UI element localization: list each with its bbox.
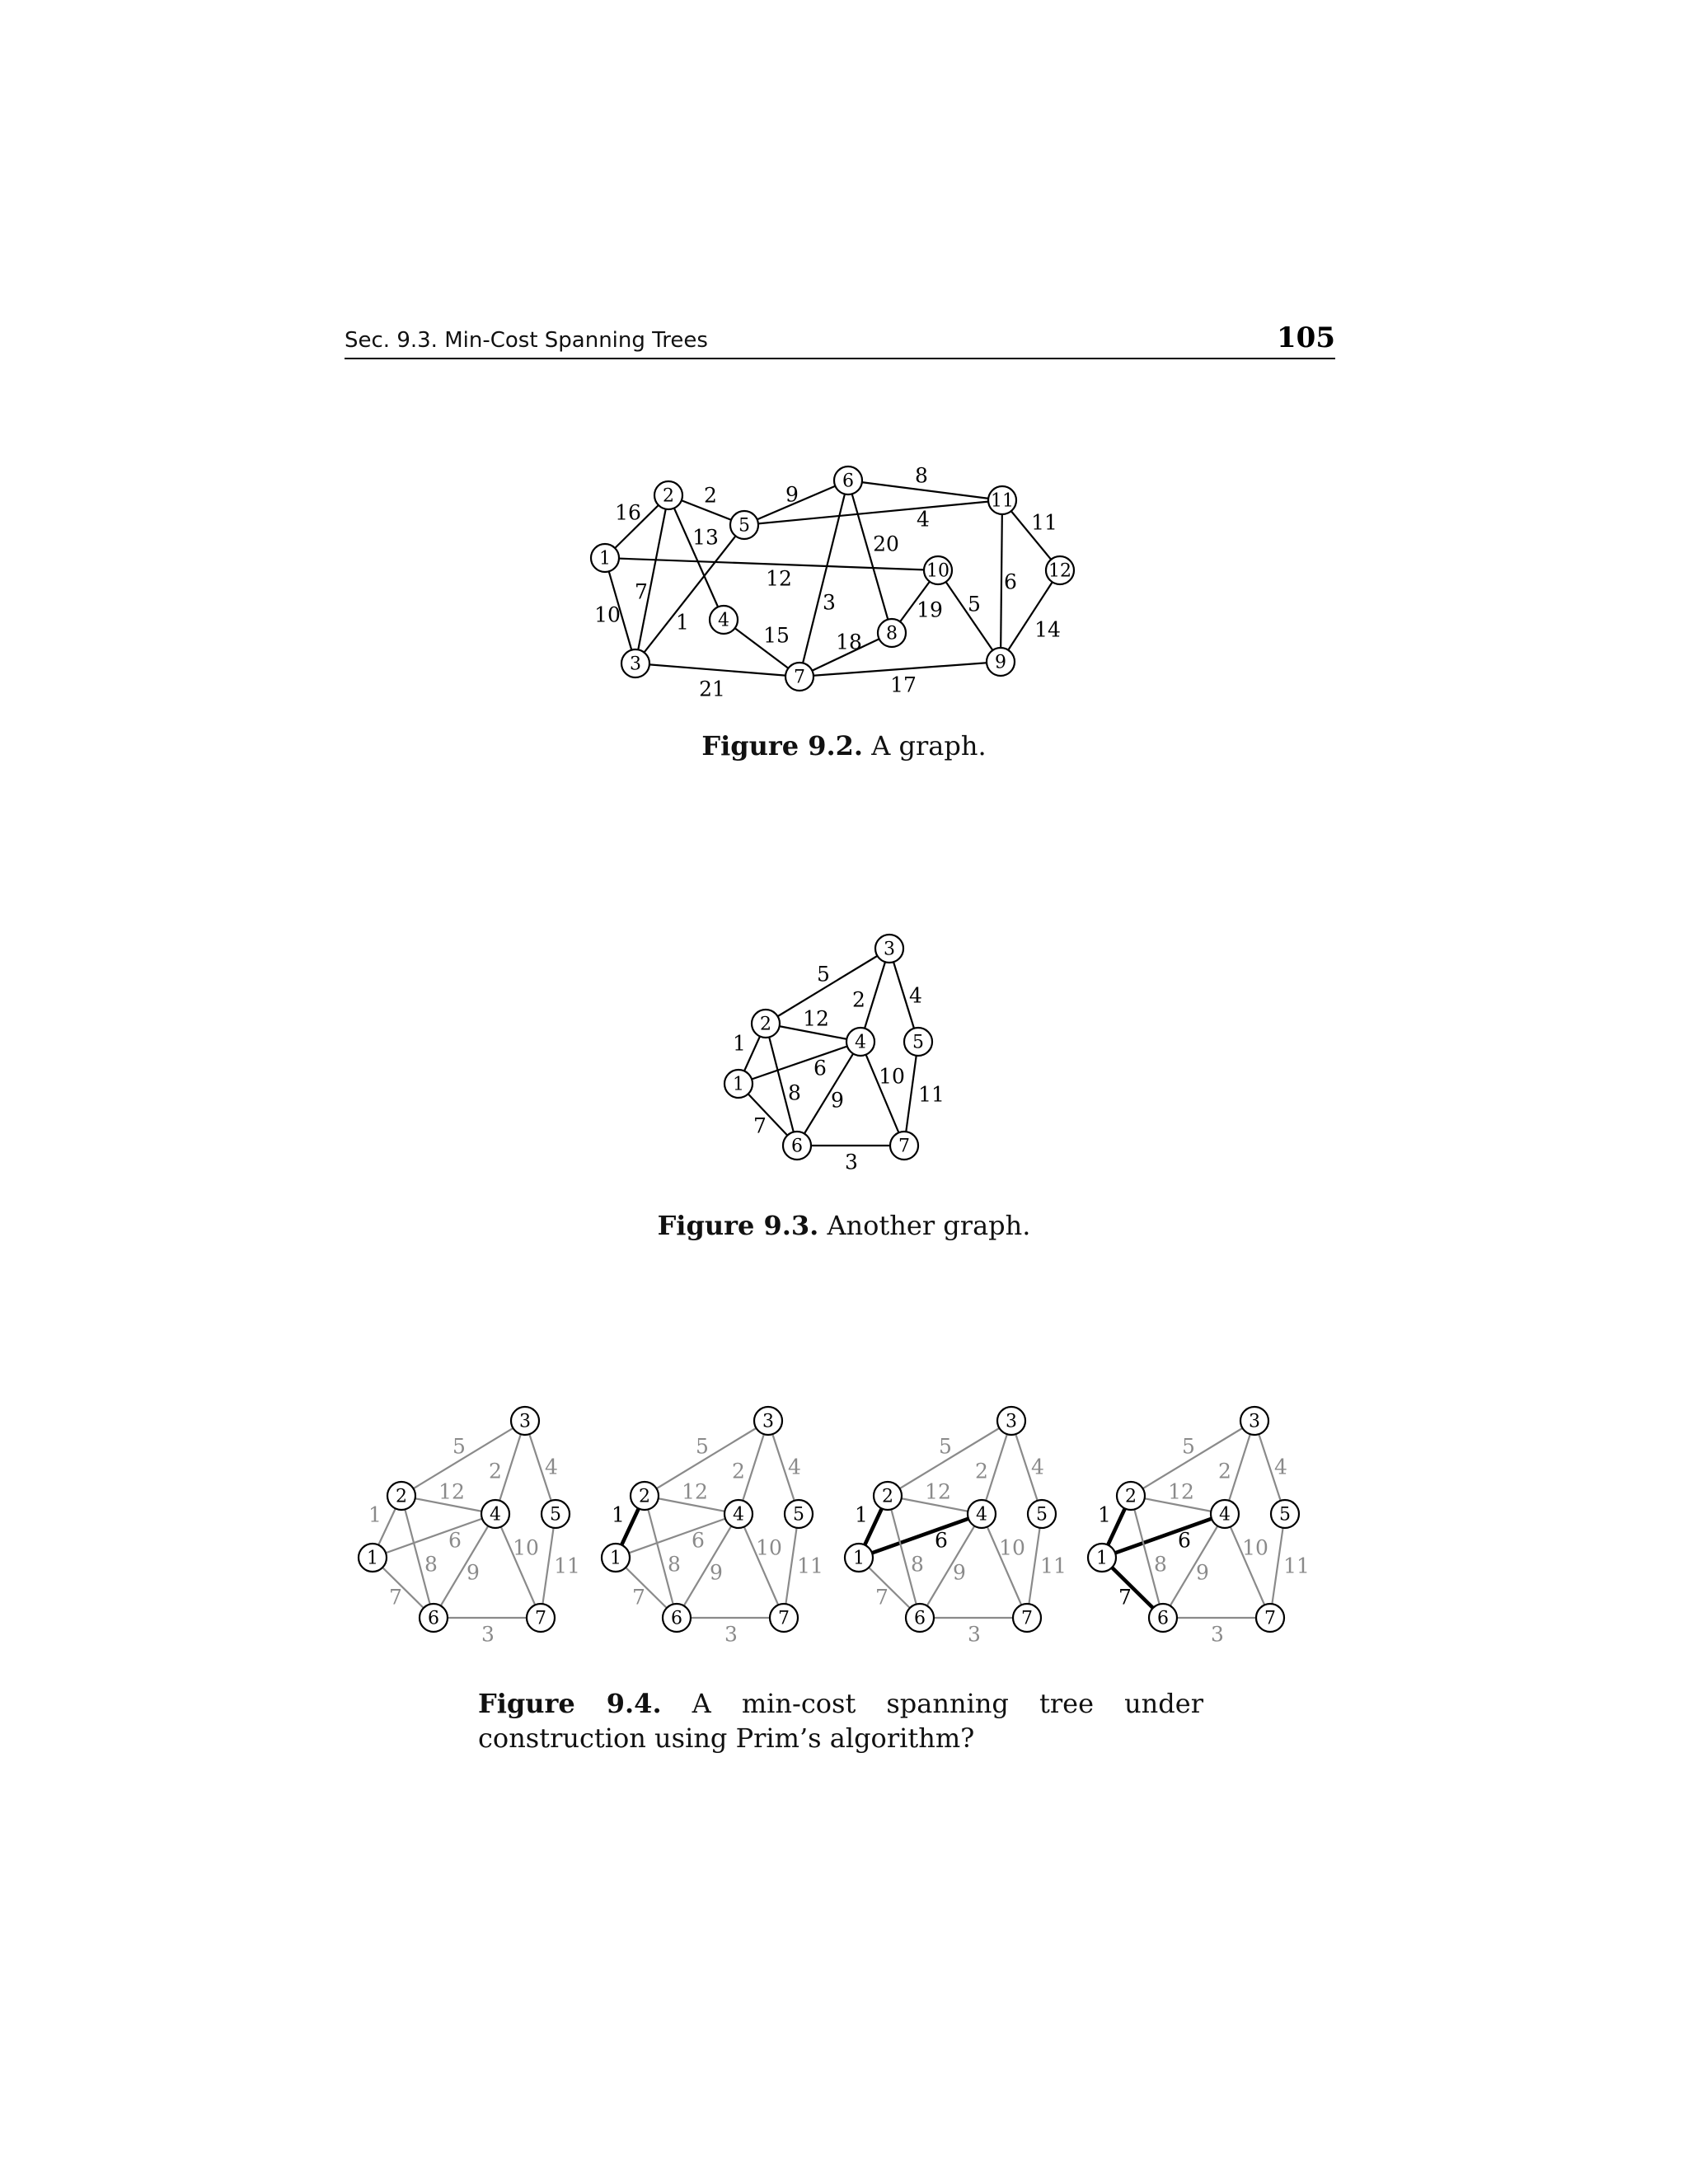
fig92-node-label-1: 1	[599, 548, 611, 569]
fig94-step4-node-label-2: 2	[1125, 1486, 1137, 1507]
fig94-step2-edge-4-6	[677, 1514, 738, 1618]
fig94-step3-weight-1-2: 1	[855, 1502, 868, 1527]
fig94-step3-node-label-5: 5	[1036, 1504, 1048, 1526]
fig94-step2-node-label-5: 5	[793, 1504, 804, 1526]
fig94-step4-weight-1-4: 6	[1178, 1528, 1191, 1553]
fig94-step3-weight-3-4: 2	[975, 1459, 988, 1483]
figure-9-4-caption-text: A min-cost spanning tree under construction using Prim’s algorithm?	[478, 1688, 1204, 1754]
fig94-step1-weight-6-7: 3	[481, 1622, 495, 1647]
fig94-step1-node-label-1: 1	[367, 1548, 378, 1569]
fig94-step2-weight-4-6: 9	[710, 1560, 723, 1585]
fig94-step4-weight-2-4: 12	[1168, 1479, 1194, 1504]
fig94-step3-weight-6-7: 3	[968, 1622, 981, 1647]
fig94-step2-edge-4-7	[738, 1514, 784, 1618]
fig94-step2-weight-2-3: 5	[696, 1434, 709, 1459]
fig94-step3-node-label-1: 1	[853, 1548, 865, 1569]
fig92-node-label-12: 12	[1048, 560, 1071, 582]
fig92-weight-1-10: 12	[766, 566, 792, 591]
fig94-step2-node-label-7: 7	[778, 1608, 790, 1629]
fig94-step1-edge-4-6	[434, 1514, 495, 1618]
fig92-weight-9-11: 6	[1004, 569, 1017, 594]
fig92-weight-3-5: 1	[676, 610, 689, 635]
fig94-step2-weight-2-6: 8	[668, 1552, 681, 1577]
fig94-step4-weight-1-6: 7	[1118, 1585, 1132, 1610]
fig94-step2-node-label-2: 2	[639, 1486, 650, 1507]
fig92-weight-2-5: 2	[704, 483, 717, 508]
fig93-weight-2-6: 8	[788, 1080, 801, 1105]
fig94-step1-node-label-4: 4	[490, 1504, 501, 1526]
figure-9-4-caption	[478, 1686, 1203, 1755]
fig94-step1-edge-1-4	[373, 1514, 495, 1558]
fig94-step2-weight-2-4: 12	[682, 1479, 708, 1504]
fig94-step4-node-label-1: 1	[1096, 1548, 1108, 1569]
fig92-weight-6-7: 3	[823, 590, 836, 615]
fig94-step1-weight-5-7: 11	[554, 1554, 580, 1578]
fig92-weight-9-10: 5	[968, 592, 981, 616]
fig93-weight-2-3: 5	[817, 962, 830, 987]
fig94-step3-weight-2-3: 5	[939, 1434, 952, 1459]
fig94-step3-node-label-7: 7	[1021, 1608, 1033, 1629]
fig94-step2-weight-5-7: 11	[797, 1554, 823, 1578]
fig93-weight-5-7: 11	[918, 1082, 945, 1107]
fig94-step4-node-label-3: 3	[1249, 1411, 1260, 1432]
fig94-step2-weight-1-6: 7	[632, 1585, 645, 1610]
fig93-weight-1-4: 6	[814, 1056, 827, 1080]
fig94-step3-weight-3-5: 4	[1031, 1455, 1044, 1479]
fig94-step2-weight-4-7: 10	[756, 1535, 782, 1560]
fig94-step1-weight-2-3: 5	[452, 1434, 466, 1459]
fig92-weight-9-12: 14	[1034, 617, 1061, 642]
fig94-step4-node-label-6: 6	[1157, 1608, 1169, 1629]
fig94-step1-node-label-5: 5	[550, 1504, 561, 1526]
fig94-step4-weight-2-6: 8	[1154, 1552, 1167, 1577]
fig94-step1-weight-3-5: 4	[545, 1455, 558, 1479]
fig94-step2-group	[602, 1407, 823, 1647]
fig94-step4-edge-4-6	[1163, 1514, 1225, 1618]
fig94-step3-weight-5-7: 11	[1040, 1554, 1067, 1578]
figure-9-2-caption-label: Figure 9.2.	[701, 730, 864, 762]
fig94-step1-weight-4-6: 9	[467, 1560, 480, 1585]
fig93-node-label-5: 5	[912, 1032, 924, 1053]
fig92-node-label-8: 8	[886, 623, 898, 644]
fig92-node-label-9: 9	[995, 652, 1006, 673]
fig94-step2-weight-3-5: 4	[788, 1455, 801, 1479]
fig93-weight-4-6: 9	[831, 1088, 844, 1113]
fig94-step2-node-label-1: 1	[610, 1548, 621, 1569]
fig94-step3-weight-2-6: 8	[911, 1552, 924, 1577]
fig94-step4-weight-3-5: 4	[1274, 1455, 1287, 1479]
fig93-node-label-4: 4	[855, 1032, 866, 1053]
fig94-step4-edge-4-7	[1225, 1514, 1270, 1618]
fig94-step4-weight-6-7: 3	[1211, 1622, 1224, 1647]
fig92-weight-4-7: 15	[763, 623, 790, 648]
fig93-weight-2-4: 12	[803, 1006, 829, 1031]
fig93-node-label-7: 7	[898, 1136, 910, 1157]
fig92-node-label-3: 3	[630, 654, 641, 675]
fig93-node-label-2: 2	[760, 1014, 771, 1035]
fig94-step3-weight-4-6: 9	[953, 1560, 966, 1585]
fig92-node-label-10: 10	[926, 560, 950, 582]
figure-9-2-caption-text: A graph.	[863, 730, 987, 762]
fig92-node-label-6: 6	[842, 471, 854, 492]
fig94-step4-node-label-7: 7	[1264, 1608, 1276, 1629]
fig94-step3-node-label-3: 3	[1006, 1411, 1017, 1432]
fig94-step1-weight-1-6: 7	[389, 1585, 402, 1610]
fig94-step2-weight-3-4: 2	[732, 1459, 745, 1483]
fig94-step3-weight-2-4: 12	[925, 1479, 951, 1504]
fig92-weight-7-9: 17	[890, 673, 917, 697]
fig92-weight-2-4: 13	[692, 525, 719, 550]
fig94-step4-group	[1088, 1407, 1310, 1647]
fig94-step1-weight-1-4: 6	[448, 1528, 462, 1553]
fig94-step1-node-label-7: 7	[535, 1608, 546, 1629]
page-number: 105	[1277, 321, 1335, 354]
figure-9-3-caption-text: Another graph.	[818, 1210, 1031, 1241]
fig94-step4-weight-3-4: 2	[1218, 1459, 1231, 1483]
fig94-step2-weight-1-4: 6	[692, 1528, 705, 1553]
fig92-weight-6-8: 20	[873, 532, 899, 556]
fig94-step4-weight-4-7: 10	[1242, 1535, 1268, 1560]
fig92-weight-3-7: 21	[699, 677, 725, 701]
fig94-step3-node-label-6: 6	[914, 1608, 926, 1629]
fig94-step4-weight-2-3: 5	[1182, 1434, 1195, 1459]
fig93-node-label-1: 1	[733, 1074, 744, 1095]
fig93-weight-3-4: 2	[852, 987, 865, 1012]
fig92-node-label-11: 11	[991, 490, 1014, 512]
fig94-step2-node-label-3: 3	[762, 1411, 774, 1432]
fig94-step4-weight-1-2: 1	[1098, 1502, 1111, 1527]
fig94-step1-node-label-3: 3	[519, 1411, 531, 1432]
fig92-node-label-4: 4	[718, 610, 729, 631]
fig94-step3-edge-4-7	[982, 1514, 1027, 1618]
fig93-weight-6-7: 3	[845, 1150, 858, 1174]
fig94-step1-node-label-6: 6	[428, 1608, 439, 1629]
fig92-node-label-5: 5	[738, 515, 750, 537]
fig94-step3-weight-4-7: 10	[999, 1535, 1025, 1560]
fig94-step1-node-label-2: 2	[396, 1486, 407, 1507]
fig94-step3-weight-1-6: 7	[875, 1585, 889, 1610]
fig94-step2-weight-1-2: 1	[612, 1502, 625, 1527]
figure-9-3-caption-label: Figure 9.3.	[657, 1210, 819, 1241]
fig94-step1-weight-4-7: 10	[513, 1535, 539, 1560]
fig94-step4-weight-5-7: 11	[1283, 1554, 1310, 1578]
fig92-weight-5-6: 9	[785, 482, 799, 507]
fig94-step3-weight-1-4: 6	[935, 1528, 948, 1553]
fig92-weight-1-2: 16	[615, 500, 641, 525]
fig94-step4-weight-4-6: 9	[1196, 1560, 1209, 1585]
fig94-step2-node-label-6: 6	[671, 1608, 682, 1629]
fig92-node-label-7: 7	[794, 667, 805, 688]
fig92-weight-6-11: 8	[915, 463, 928, 488]
fig94-step1-edge-4-7	[495, 1514, 541, 1618]
fig92-weight-1-3: 10	[594, 602, 621, 627]
fig94-step1-weight-1-2: 1	[368, 1502, 382, 1527]
fig94-step2-node-label-4: 4	[733, 1504, 744, 1526]
fig92-weight-7-8: 18	[836, 630, 862, 654]
fig94-step3-node-label-4: 4	[976, 1504, 987, 1526]
fig93-weight-3-5: 4	[909, 983, 922, 1008]
fig94-step1-weight-3-4: 2	[489, 1459, 502, 1483]
fig93-node-label-3: 3	[884, 939, 895, 960]
fig94-step1-weight-2-6: 8	[424, 1552, 438, 1577]
fig94-step1-group	[359, 1407, 580, 1647]
fig94-step3-edge-4-6	[920, 1514, 982, 1618]
fig94-step3-group	[845, 1407, 1067, 1647]
fig93-weight-1-2: 1	[733, 1031, 746, 1056]
fig92-node-label-2: 2	[663, 485, 674, 507]
fig93-weight-4-7: 10	[879, 1064, 905, 1089]
fig94-step4-node-label-4: 4	[1219, 1504, 1231, 1526]
figure-9-4-caption-label: Figure 9.4.	[478, 1688, 662, 1719]
fig94-step2-weight-6-7: 3	[724, 1622, 738, 1647]
fig94-step1-weight-2-4: 12	[438, 1479, 465, 1504]
fig92-weight-8-10: 19	[917, 598, 943, 622]
section-title: Sec. 9.3. Min-Cost Spanning Trees	[345, 328, 708, 353]
fig92-weight-2-3: 7	[635, 579, 648, 604]
fig92-weight-11-12: 11	[1031, 510, 1057, 535]
fig94-step3-node-label-2: 2	[882, 1486, 893, 1507]
fig93-node-label-6: 6	[791, 1136, 803, 1157]
fig92-weight-5-11: 4	[917, 507, 930, 532]
fig94-step4-node-label-5: 5	[1279, 1504, 1291, 1526]
fig93-weight-1-6: 7	[753, 1113, 767, 1138]
